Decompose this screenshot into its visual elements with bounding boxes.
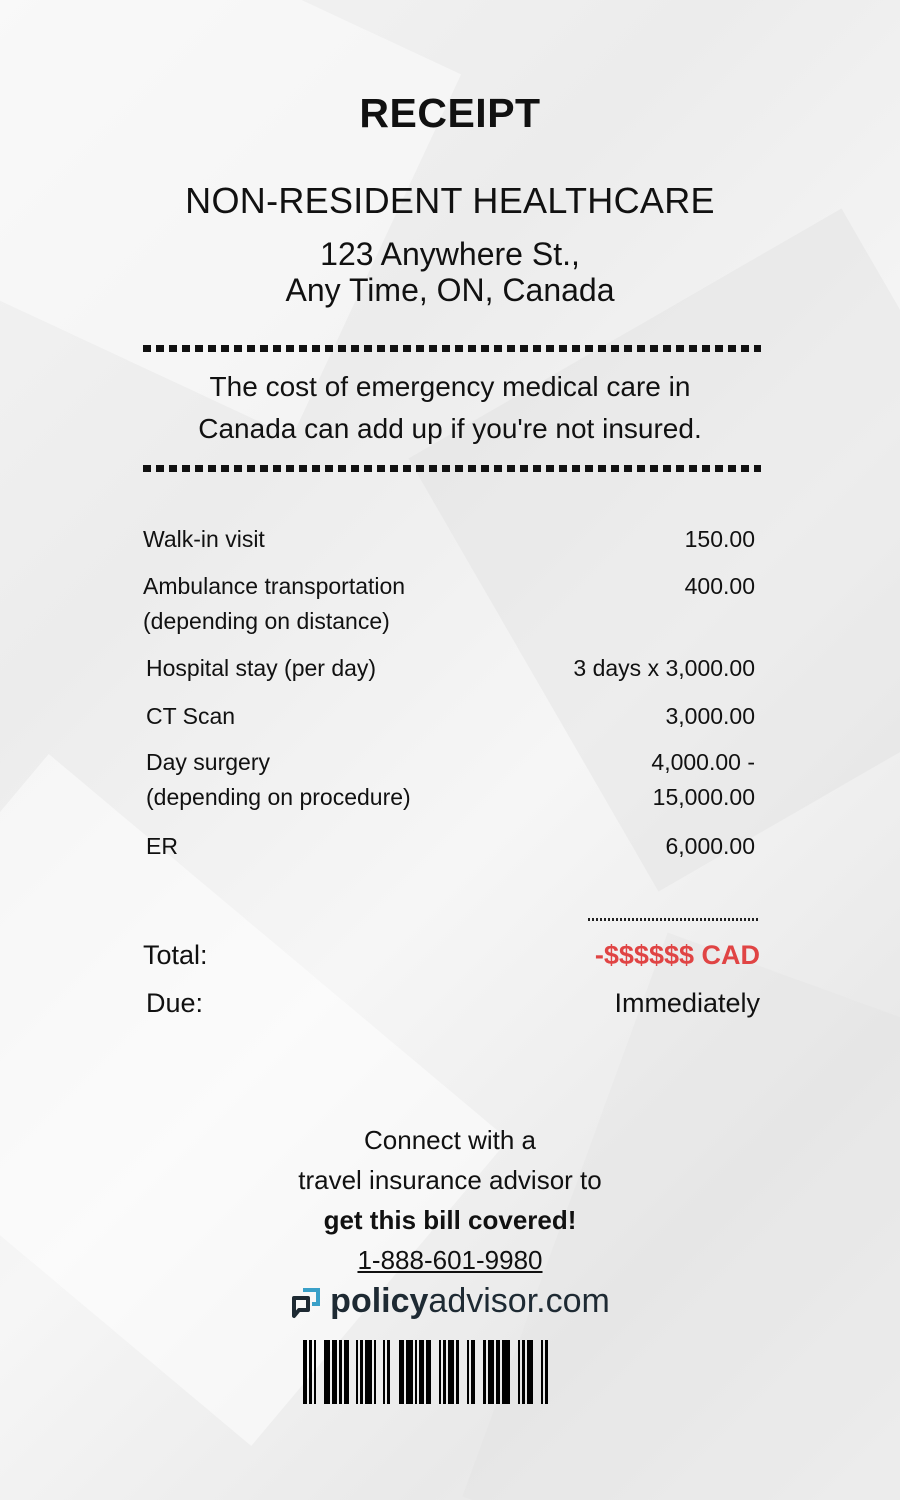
item-sublabel: (depending on distance)	[143, 608, 390, 634]
item-amount: 3 days x 3,000.00	[573, 655, 755, 681]
cta-line-1: Connect with a	[364, 1125, 536, 1155]
barcode	[303, 1340, 613, 1404]
phone-link[interactable]: 1-888-601-9980	[357, 1245, 543, 1275]
message-line-2: Canada can add up if you're not insured.	[198, 413, 702, 444]
summary-divider	[588, 918, 758, 921]
total-label: Total:	[143, 940, 208, 970]
due-label: Due:	[146, 988, 204, 1018]
item-label: Walk-in visit	[143, 526, 265, 552]
dotted-divider-top	[143, 345, 761, 352]
total-value: -$$$$$$ CAD	[594, 940, 760, 970]
item-amount: 6,000.00	[665, 833, 755, 859]
line-item	[143, 522, 755, 557]
line-item	[143, 569, 755, 639]
line-item	[146, 745, 755, 815]
line-item	[146, 651, 755, 686]
total-row	[143, 940, 760, 971]
brand-name-rest: advisor.com	[428, 1282, 610, 1320]
dotted-divider-bottom	[143, 465, 761, 472]
item-amount: 150.00	[684, 526, 755, 552]
call-to-action	[0, 1120, 900, 1280]
item-sublabel: (depending on procedure)	[146, 784, 411, 810]
address-line-1: 123 Anywhere St.,	[320, 236, 580, 272]
due-row	[146, 988, 760, 1019]
receipt-title: RECEIPT	[359, 90, 541, 136]
item-label: CT Scan	[146, 703, 236, 729]
item-label: Day surgery	[146, 749, 270, 775]
item-amount: 400.00	[684, 573, 755, 599]
line-item	[146, 699, 755, 734]
item-amount-max: 15,000.00	[652, 784, 755, 810]
cta-line-3: get this bill covered!	[323, 1205, 577, 1235]
address	[0, 236, 900, 308]
line-item	[146, 829, 755, 864]
brand-name-bold: policy	[330, 1282, 429, 1320]
info-message	[0, 366, 900, 450]
organization-name: NON-RESIDENT HEALTHCARE	[185, 180, 715, 221]
message-line-1: The cost of emergency medical care in	[209, 371, 691, 402]
item-label: ER	[146, 833, 178, 859]
cta-line-2: travel insurance advisor to	[298, 1165, 602, 1195]
item-amount: 4,000.00 -	[651, 749, 755, 775]
address-line-2: Any Time, ON, Canada	[285, 272, 615, 308]
item-amount: 3,000.00	[665, 703, 755, 729]
item-label: Ambulance transportation	[143, 573, 406, 599]
brand-logo[interactable]	[0, 1282, 900, 1321]
item-label: Hospital stay (per day)	[146, 655, 377, 681]
chat-bubbles-icon	[290, 1286, 322, 1320]
due-value: Immediately	[614, 988, 760, 1018]
